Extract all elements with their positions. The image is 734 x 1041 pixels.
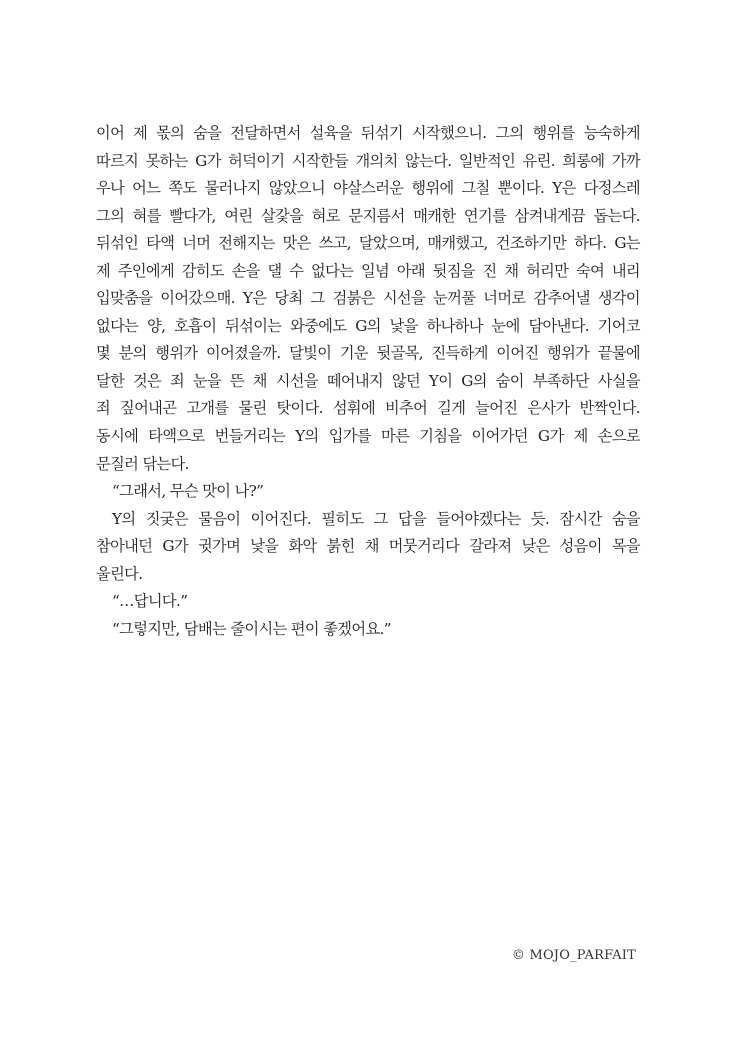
paragraph-line: 문질러 닦는다.	[96, 454, 189, 473]
paragraph-line: 제 주인에게 감히도 손을 댈 수 없다는 일념 아래 뒷짐을 진 채 허리만 숙여 내리	[96, 261, 640, 280]
paragraph-line: 없다는 양, 호흡이 뒤섞이는 와중에도 G의 낯을 하나하나 눈에 담아낸다. 기어코	[96, 316, 640, 335]
paragraph-line: 입맞춤을 이어갔으매. Y은 당최 그 검붉은 시선을 눈꺼풀 너머로 감추어낼 생각이	[96, 289, 640, 308]
paragraph-line: 뒤섞인 타액 너머 전해지는 맛은 쓰고, 달았으며, 매캐했고, 건조하기만 하다. G는	[96, 234, 640, 253]
paragraph-line: 몇 분의 행위가 이어졌을까. 달빛이 기운 뒷골목, 진득하게 이어진 행위가 끝물에	[96, 344, 640, 363]
paragraph-line: 울린다.	[96, 564, 143, 583]
paragraph-line: 참아내던 G가 귓가며 낯을 화악 붉힌 채 머뭇거리다 갈라져 낮은 성음이 목을	[96, 537, 640, 556]
paragraph-line: 달한 것은 죄 눈을 뜬 채 시선을 떼어내지 않던 Y이 G의 숨이 부족하단 사실을	[96, 371, 640, 390]
paragraph-line: Y의 짓궂은 물음이 이어진다. 필히도 그 답을 들어야겠다는 듯. 잠시간 숨을	[112, 509, 640, 528]
novel-text-body	[96, 120, 640, 643]
dialogue-line: “그래서, 무슨 맛이 나?”	[112, 482, 264, 501]
paragraph-line: 동시에 타액으로 번들거리는 Y의 입가를 마른 기침을 이어가던 G가 제 손으로	[96, 427, 640, 446]
paragraph-line: 따르지 못하는 G가 허덕이기 시작한들 개의치 않는다. 일반적인 유린. 희롱에 가까	[96, 151, 640, 170]
paragraph-line: 우나 어느 쪽도 물러나지 않았으니 야살스러운 행위에 그칠 뿐이다. Y은 다정스레	[96, 179, 640, 198]
dialogue-line: “그렇지만, 담배는 줄이시는 편이 좋겠어요.”	[112, 619, 391, 638]
paragraph-line: 이어 제 몫의 숨을 전달하면서 설육을 뒤섞기 시작했으니. 그의 행위를 능숙하게	[96, 124, 640, 142]
paragraph-line: 그의 혀를 빨다가, 여린 살갗을 혀로 문지름서 매캐한 연기를 삼켜내게끔 돕는다.	[96, 206, 640, 225]
dialogue-line: “…답니다.”	[112, 592, 188, 611]
paragraph-line: 죄 짚어내곤 고개를 물린 탓이다. 섬휘에 비추어 길게 늘어진 은사가 반짝인다.	[96, 399, 640, 418]
copyright-notice: © MOJO_PARFAIT	[511, 948, 636, 963]
